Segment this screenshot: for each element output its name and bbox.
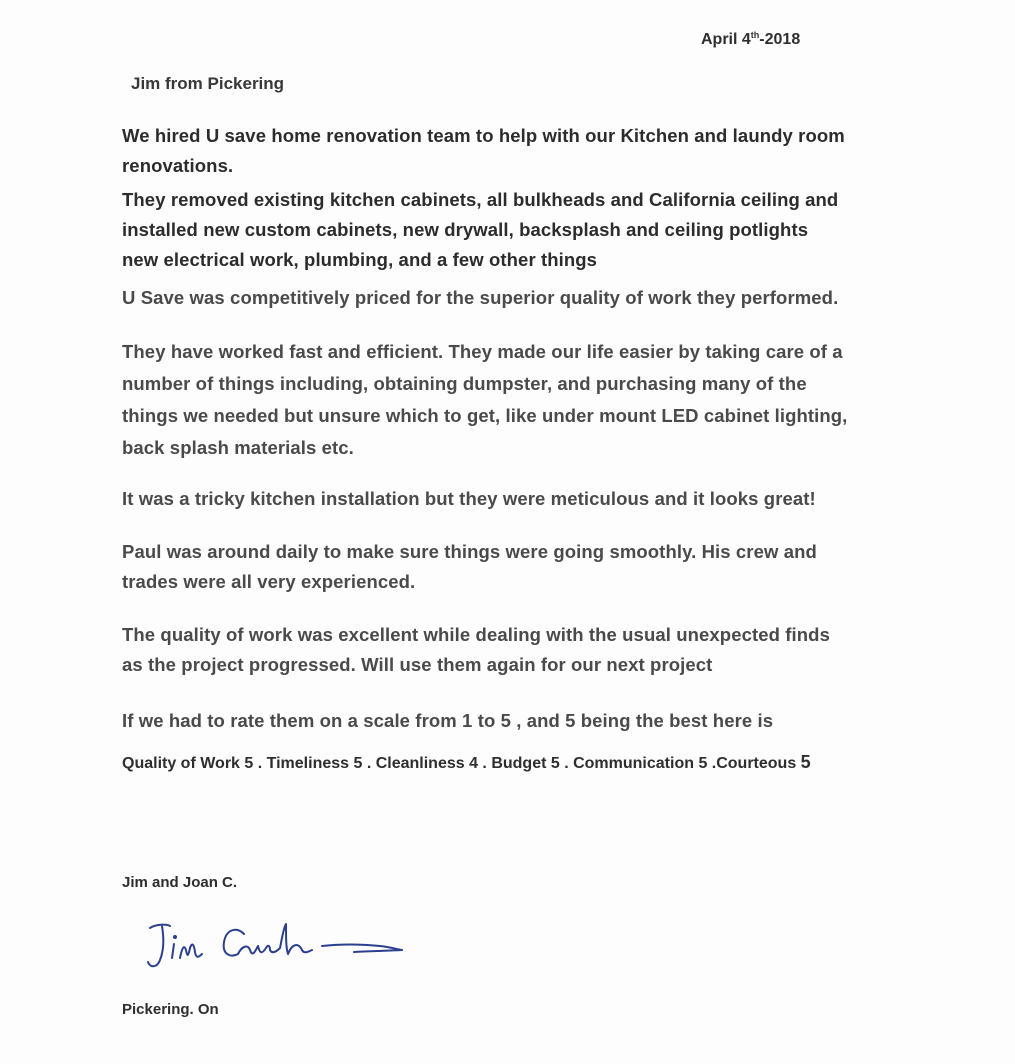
- text-line: Paul was around daily to make sure things were going smoothly. His crew and: [122, 541, 817, 562]
- paragraph-efficiency: [122, 336, 847, 464]
- text-line: They removed existing kitchen cabinets, all bulkheads and California ceiling and: [122, 189, 839, 210]
- text-line: It was a tricky kitchen installation but they were meticulous and it looks great!: [122, 488, 816, 509]
- letter-date: [701, 30, 800, 49]
- text-line: We hired U save home renovation team to help with our Kitchen and laundy room: [122, 125, 845, 146]
- text-line: back splash materials etc.: [122, 437, 354, 458]
- text-line: renovations.: [122, 155, 234, 176]
- letter-location: Pickering. On: [122, 1001, 219, 1018]
- paragraph-scope: [122, 185, 838, 275]
- paragraph-pricing: [122, 283, 838, 313]
- paragraph-hired: [122, 121, 845, 181]
- text-line: new electrical work, plumbing, and a few other things: [122, 249, 598, 270]
- text-line: installed new custom cabinets, new drywall, backsplash and ceiling potlights: [122, 219, 809, 240]
- text-line: number of things including, obtaining dumpster, and purchasing many of the: [122, 373, 807, 394]
- paragraph-installation: [122, 484, 816, 514]
- text-line: as the project progressed. Will use them again for our next project: [122, 654, 713, 675]
- text-line: trades were all very experienced.: [122, 571, 416, 592]
- signers-name: Jim and Joan C.: [122, 874, 238, 891]
- paragraph-rating-intro: [122, 706, 773, 736]
- signature-label: Jim Carsh: [140, 918, 145, 919]
- ratings-text: Quality of Work 5 . Timeliness 5 . Cleanliness 4 . Budget 5 . Communication 5 .Courteous: [122, 755, 801, 772]
- letter-author: Jim from Pickering: [131, 74, 285, 93]
- text-line: U Save was competitively priced for the superior quality of work they performed.: [122, 287, 839, 308]
- ratings-summary: [122, 752, 811, 773]
- text-line: They have worked fast and efficient. They made our life easier by taking care of a: [122, 341, 843, 362]
- date-day: April 4: [701, 31, 751, 48]
- text-line: The quality of work was excellent while dealing with the usual unexpected finds: [122, 624, 830, 645]
- text-line: If we had to rate them on a scale from 1 to 5 , and 5 being the best here is: [122, 710, 774, 731]
- handwritten-signature: [140, 918, 420, 978]
- ratings-last-score: 5: [800, 752, 811, 772]
- date-ordinal: th: [750, 30, 760, 40]
- paragraph-quality: [122, 620, 830, 680]
- date-year: -2018: [759, 31, 801, 48]
- paragraph-crew: [122, 537, 817, 597]
- text-line: things we needed but unsure which to get, like under mount LED cabinet lighting,: [122, 405, 848, 426]
